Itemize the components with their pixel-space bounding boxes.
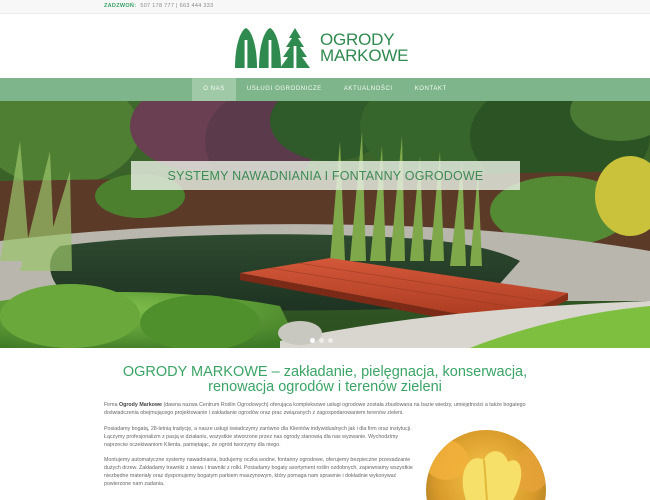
slider-dot-3[interactable] [328,338,333,343]
intro-post: (dawna nazwa Centrum Roślin Ogrodowych) oferująca kompleksowe usługi ogrodowe została zbudowana na bazie wiedzy, umiejętności a także bogatego doświadczenia obejmującego projektowanie i zakładanie ogrodów oraz prac związanych z zagospodarowaniem terenów zieleni. [104,402,526,416]
phone-numbers[interactable]: 507 178 777 | 663 444 333 [140,3,214,9]
top-bar [0,0,650,14]
about-section [0,348,650,500]
services-paragraph: Montujemy automatyczne systemy nawadniania, budujemy oczka wodne, fontanny ogrodowe, oferujemy bezpieczne przesadzanie dużych drzew. Zakładamy trawniki z siewu i trawniki z rolki. Posiadamy bogaty asortyment roślin ozdobnych, zapewniamy wszystkie niezbędne materiały oraz dysponujemy bogatym parkiem maszynowym, który pomaga nam sprawnie i dokładnie wykonywać powierzone nam zadania. [104,457,413,487]
logo-line-2: MARKOWE [320,46,409,65]
company-name: Ogrody Markowe [119,402,162,408]
hero-slider [0,101,650,348]
tulip-photo [426,430,546,500]
tulip-image [426,430,546,500]
slider-dot-2[interactable] [319,338,324,343]
nav-item-uslugi-ogrodnicze[interactable]: USŁUGI OGRODNICZE [246,86,322,92]
garden-pond-photo [0,101,650,348]
main-navigation [0,78,650,101]
intro-pre: Firma [104,402,120,408]
nav-item-o-nas[interactable]: O NAS [192,78,236,101]
tree-logo-icon [232,26,312,70]
hero-caption [131,161,520,190]
tradition-paragraph: Posiadamy bogatą, 28-letnią tradycję, a nasze usługi świadczymy zarówno dla Klientów indywidualnych jak i dla firm oraz instytucji. Łączymy profesjonalizm z pasją w działaniu, wszystkie stworzone przez nas ogrody stanowią dla nas wyzwanie. Wychodzimy naprzeciw oczekiwaniom Klienta, pamiętając, że ogród tworzymy dla niego. [104,426,412,448]
hero-caption-text: SYSTEMY NAWADNIANIA I FONTANNY OGRODOWE [167,168,484,183]
logo-text [320,32,408,64]
phone-contact[interactable] [104,3,214,9]
nav-item-aktualnosci[interactable]: AKTUALNOŚCI [343,86,393,92]
intro-paragraph [104,401,544,417]
page-title: OGRODY MARKOWE – zakładanie, pielęgnacja, konserwacja, renowacja ogrodów i terenów zieleni [122,364,528,395]
logo-line-1: OGRODY [320,30,395,49]
phone-label: ZADZWOŃ: [104,3,137,9]
slider-dot-1[interactable] [310,338,315,343]
slider-dots [310,338,333,343]
nav-item-kontakt[interactable]: KONTAKT [414,86,447,92]
site-header [0,14,650,78]
site-logo[interactable] [232,26,422,70]
